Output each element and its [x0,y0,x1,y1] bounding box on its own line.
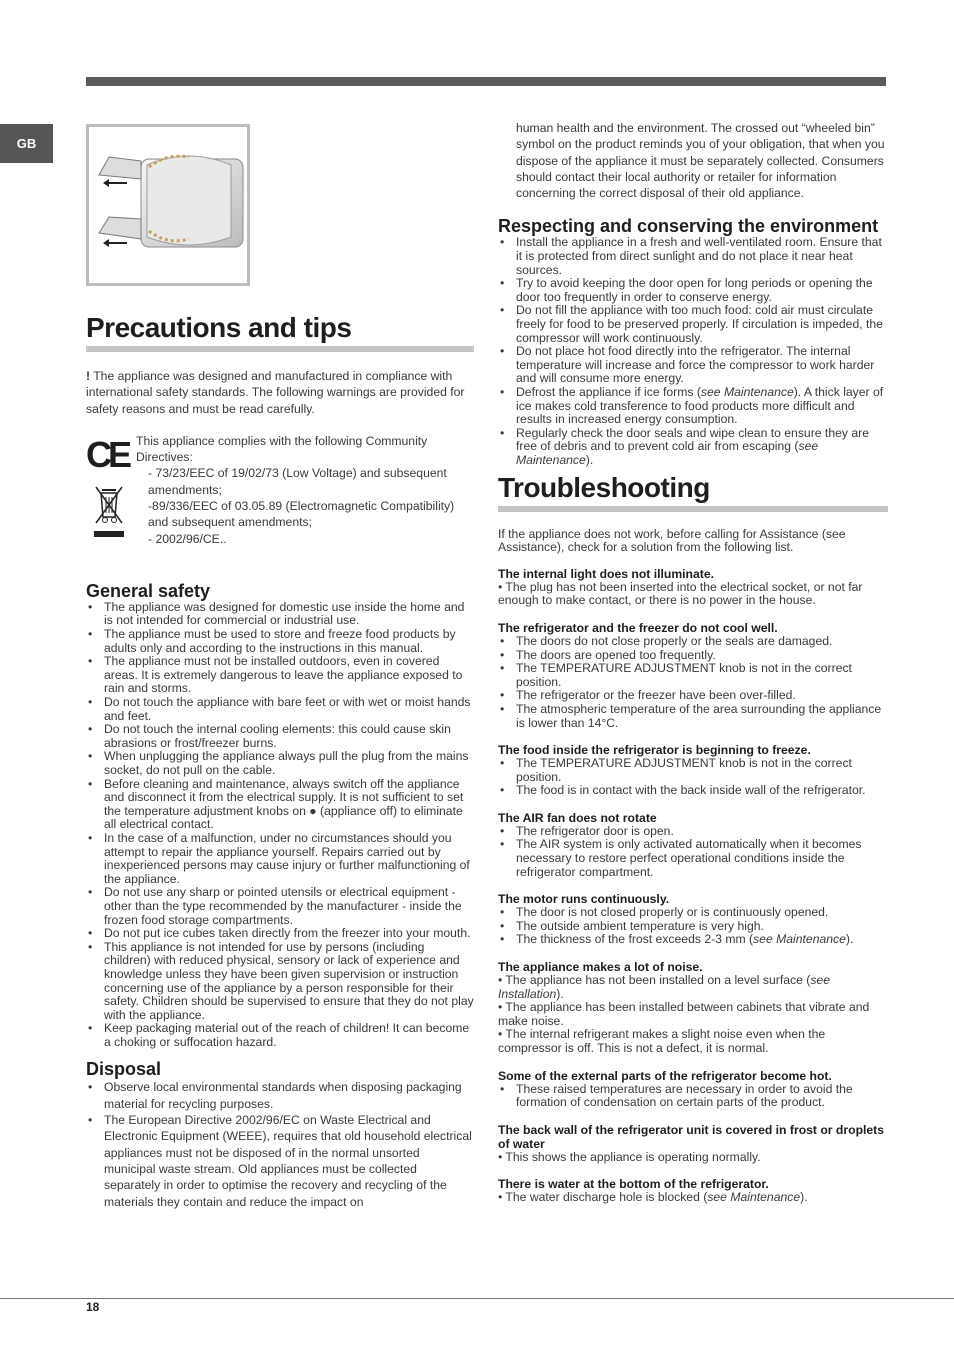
list-item: • The European Directive 2002/96/EC on Waste Electrical and Electronic Equipment (WEEE), requires that old household electrical appliances must not be disposed of in the normal unsorted municipal waste stream. Old appliances must be collected separately in order to optimise the recovery and recycling of the materials they contain and reduce the impact on [86,1112,474,1210]
problem-text: • This shows the appliance is operating normally. [498,1149,761,1164]
list-item: • Do not touch the appliance with bare feet or with wet or moist hands and feet. [86,696,474,723]
problem-heading: The internal light does not illuminate. [498,566,715,581]
general-safety-list [86,601,474,1050]
directives-intro: This appliance complies with the following Community Directives: [136,433,428,465]
right-column [498,120,888,1205]
problem-list [498,1083,888,1110]
crossed-bin-icon [94,483,124,543]
footer-rule [0,1298,954,1299]
ce-mark-icon: CE [86,433,129,475]
list-item: • Defrost the appliance if ice forms (see Maintenance). A thick layer of ice makes cold transference to food products more difficult and results in increased energy consumption. [498,386,888,427]
list-item: • Do not put ice cubes taken directly from the freezer into your mouth. [86,927,474,941]
list-item: • Observe local environmental standards when disposing packaging material for recycling purposes. [86,1079,474,1112]
list-item: • Do not use any sharp or pointed utensils or electrical equipment - other than the type recommended by the manufacturer - inside the frozen food storage compartments. [86,886,474,927]
list-item: • The doors are opened too frequently. [498,649,888,663]
list-item: • The outside ambient temperature is very high. [498,920,888,934]
problem-heading: The back wall of the refrigerator unit is covered in frost or droplets of water [498,1122,885,1151]
problem-list [498,635,888,730]
list-item: • These raised temperatures are necessary in order to avoid the formation of condensation on certain parts of the product. [498,1083,888,1110]
problem-text: • The internal refrigerant makes a slight noise even when the compressor is off. This is not a defect, it is normal. [498,1027,826,1056]
list-item: • The appliance must not be installed outdoors, even in covered areas. It is extremely dangerous to leave the appliance exposed to rain and storms. [86,655,474,696]
list-item: • The TEMPERATURE ADJUSTMENT knob is not in the correct position. [498,757,888,784]
problem-text: • The appliance has not been installed on a level surface (see Installation). [498,973,830,1001]
list-item: • Try to avoid keeping the door open for long periods or opening the door too frequently in order to conserve energy. [498,277,888,304]
list-item: • The thickness of the frost exceeds 2-3 mm (see Maintenance). [498,933,888,947]
directive-item: - 2002/96/CE.. [148,531,227,546]
list-item: • Install the appliance in a fresh and well-ventilated room. Ensure that it is protected from direct sunlight and do not place it near heat sources. [498,236,888,277]
precautions-title: Precautions and tips [86,312,352,343]
problem-heading: The AIR fan does not rotate [498,810,657,825]
environment-list [498,236,888,467]
problem-heading: The food inside the refrigerator is beginning to freeze. [498,743,811,758]
intro-paragraph [86,368,474,417]
list-item: • The TEMPERATURE ADJUSTMENT knob is not in the correct position. [498,662,888,689]
list-item: • Do not touch the internal cooling elements: this could cause skin abrasions or frost/freezer burns. [86,723,474,750]
language-tab: GB [0,124,53,163]
list-item: • The food is in contact with the back inside wall of the refrigerator. [498,784,888,798]
problem-heading: The appliance makes a lot of noise. [498,960,703,975]
warning-mark: ! [86,369,91,383]
problem-heading: Some of the external parts of the refrigerator become hot. [498,1068,832,1083]
problem-heading: The refrigerator and the freezer do not cool well. [498,620,778,635]
problem-heading: The motor runs continuously. [498,892,670,907]
door-reversal-figure [86,124,250,286]
list-item: • The AIR system is only activated automatically when it becomes necessary to restore perfect operational conditions inside the refrigerator compartment. [498,838,888,879]
list-item: • The appliance must be used to store and freeze food products by adults only and according to the instructions in this manual. [86,628,474,655]
title-rule [86,346,474,352]
refrigerator-door-icon [89,127,247,283]
troubleshooting-intro: If the appliance does not work, before calling for Assistance (see Assistance), check for a solution from the following list. [498,526,846,555]
disposal-continued: human health and the environment. The crossed out “wheeled bin” symbol on the product reminds you of your obligation, that when you dispose of the appliance it must be separately collected. Consumers should contact their local authority or retailer for information concerning the correct disposal of their old appliance. [516,121,885,201]
list-item: • Regularly check the door seals and wipe clean to ensure they are free of debris and to prevent cold air from escaping (see Maintenance). [498,427,888,468]
disposal-heading: Disposal [86,1059,162,1080]
list-item: • In the case of a malfunction, under no circumstances should you attempt to repair the appliance yourself. Repairs carried out by inexperienced persons may cause injury or further malfunctioning of the appliance. [86,832,474,886]
directives-text [136,433,476,547]
list-item: • Before cleaning and maintenance, always switch off the appliance and disconnect it from the electrical supply. It is not sufficient to set the temperature adjustment knobs on ● (appliance off) to eliminate all electrical contact. [86,778,474,832]
disposal-list [86,1079,474,1209]
problem-heading: There is water at the bottom of the refrigerator. [498,1177,769,1192]
top-rule [86,77,886,86]
title-rule [498,506,888,512]
list-item: • The refrigerator door is open. [498,825,888,839]
troubleshooting-title: Troubleshooting [498,471,710,503]
left-column [86,312,474,1210]
list-item: • The atmospheric temperature of the area surrounding the appliance is lower than 14°C. [498,703,888,730]
list-item: • The refrigerator or the freezer have been over-filled. [498,689,888,703]
problem-list [498,906,888,947]
problem-list [498,825,888,879]
list-item: • Do not fill the appliance with too much food: cold air must circulate freely for food to be preserved properly. If circulation is impeded, the compressor will work continuously. [498,304,888,345]
general-safety-heading: General safety [86,580,211,601]
problem-text: • The appliance has been installed between cabinets that vibrate and make noise. [498,1000,870,1028]
directives-block [86,433,474,551]
list-item: • Keep packaging material out of the reach of children! It can become a choking or suffocation hazard. [86,1022,474,1049]
environment-heading: Respecting and conserving the environment [498,216,879,237]
problem-text: • The plug has not been inserted into the electrical socket, or not far enough to make contact, or there is no power in the house. [498,579,863,608]
list-item: • When unplugging the appliance always pull the plug from the mains socket, do not pull on the cable. [86,750,474,777]
list-item: • Do not place hot food directly into the refrigerator. The internal temperature will increase and force the compressor to work harder and will consume more energy. [498,345,888,386]
page-number: 18 [86,1300,100,1314]
problem-list [498,757,888,798]
directive-item: - 73/23/EEC of 19/02/73 (Low Voltage) and subsequent amendments; [148,466,447,497]
list-item: • The appliance was designed for domestic use inside the home and is not intended for commercial or industrial use. [86,601,474,628]
list-item: • This appliance is not intended for use by persons (including children) with reduced physical, sensory or lack of experience and knowledge unless they have been given supervision or instruction concerning use of the appliance by a person responsible for their safety. Children should be supervised to ensure that they do not play with the appliance. [86,941,474,1023]
list-item: • The door is not closed properly or is continuously opened. [498,906,888,920]
intro-text: The appliance was designed and manufactured in compliance with international safety standards. The following warnings are provided for safety reasons and must be read carefully. [86,369,465,416]
directive-item: -89/336/EEC of 03.05.89 (Electromagnetic Compatibility) and subsequent amendments; [148,499,455,530]
problem-text: • The water discharge hole is blocked (see Maintenance). [498,1190,808,1205]
list-item: • The doors do not close properly or the seals are damaged. [498,635,888,649]
